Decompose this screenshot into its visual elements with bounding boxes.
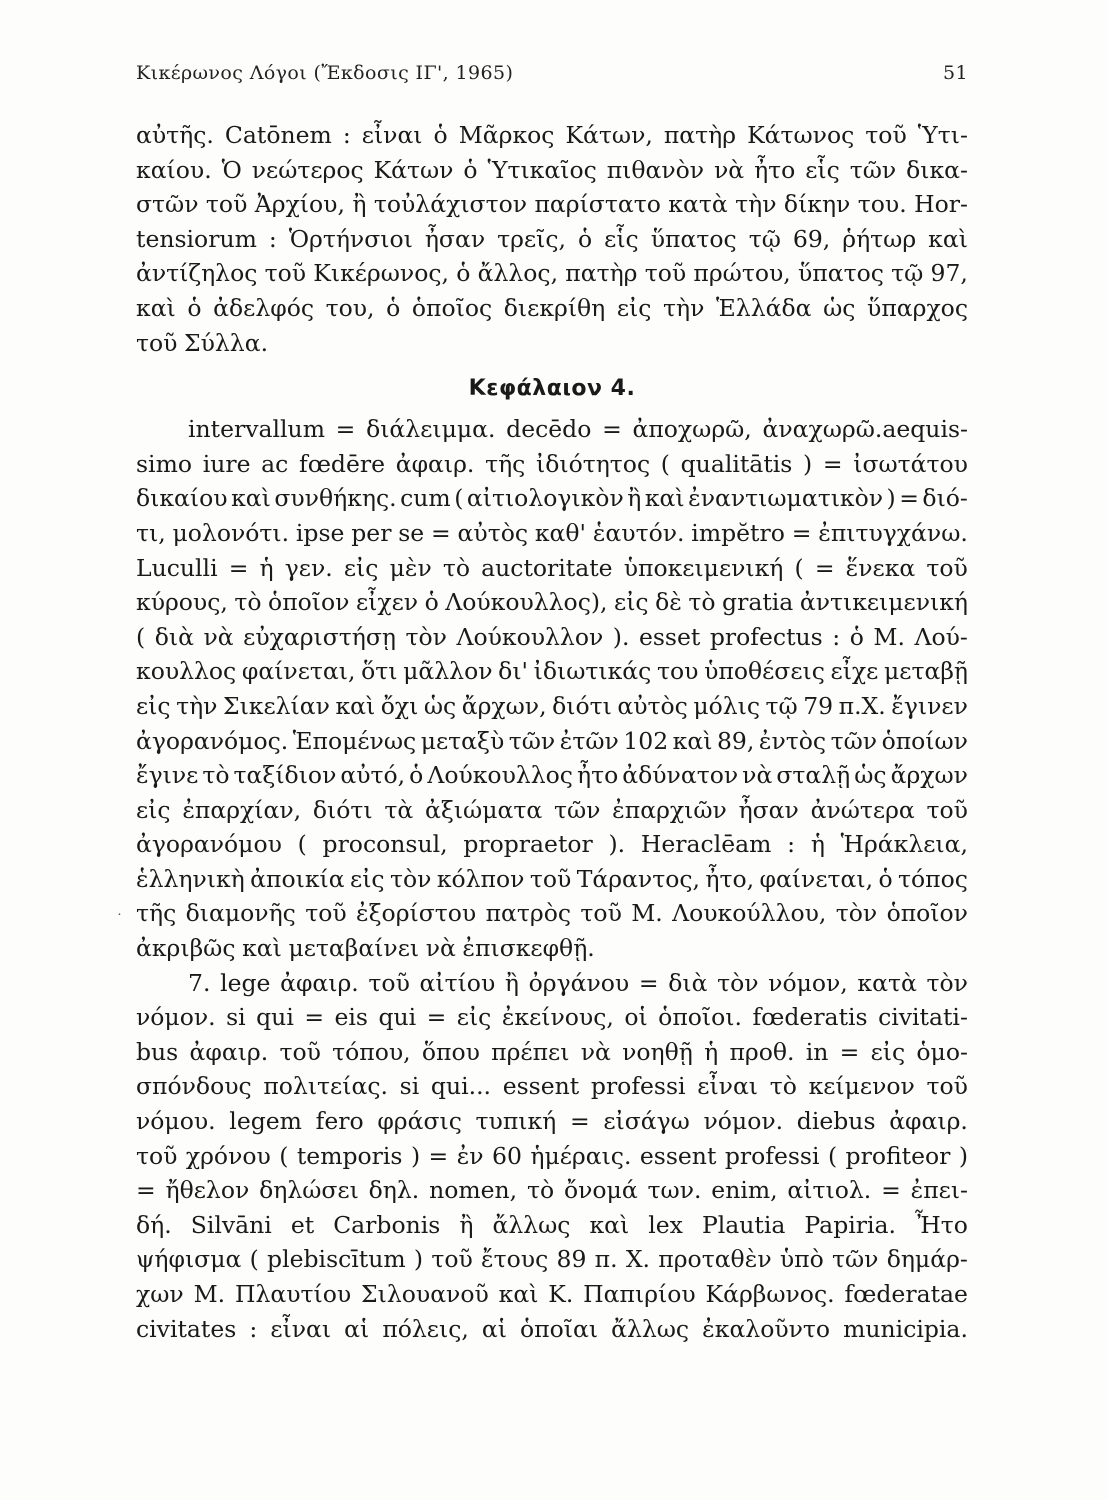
margin-mark: ˙ <box>116 912 123 928</box>
text-line: civitates : εἶναι αἱ πόλεις, αἱ ὁποῖαι ἄλλως ἐκαλοῦντο municipia. <box>136 1314 968 1343</box>
text-line: ἀντίζηλος τοῦ Κικέρωνος, ὁ ἄλλος, πατὴρ τοῦ πρώτου, ὕπατος τῷ 97, <box>136 259 968 288</box>
text-line: tensiorum : Ὁρτήνσιοι ἦσαν τρεῖς, ὁ εἷς ὕπατος τῷ 69, ῥήτωρ καὶ <box>136 224 968 253</box>
body-text <box>136 118 968 1346</box>
text-line: ἔγινε τὸ ταξίδιον αὐτό, ὁ Λούκουλλος ἦτο ἀδύνατον νὰ σταλῇ ὡς ἄρχων <box>136 761 968 790</box>
text-line: δικαίου καὶ συνθήκης. cum ( αἰτιολογικὸν ἢ καὶ ἐναντιωματικὸν ) = διό- <box>136 484 968 513</box>
running-header <box>136 62 968 92</box>
text-line: εἰς τὴν Σικελίαν καὶ ὄχι ὡς ἄρχων, διότι αὐτὸς μόλις τῷ 79 π.Χ. ἔγινεν <box>136 691 968 720</box>
text-line: καίου. Ὁ νεώτερος Κάτων ὁ Ὑτικαῖος πιθανὸν νὰ ἦτο εἷς τῶν δικα- <box>136 155 968 184</box>
text-line: intervallum = διάλειμμα. decēdo = ἀποχωρῶ, ἀναχωρῶ.aequis- <box>188 415 968 444</box>
text-line: ἀκριβῶς καὶ μεταβαίνει νὰ ἐπισκεφθῇ. <box>136 934 595 963</box>
text-line: νόμου. legem fero φράσις τυπική = εἰσάγω νόμον. diebus ἀφαιρ. <box>136 1107 968 1136</box>
text-line: καὶ ὁ ἀδελφός του, ὁ ὁποῖος διεκρίθη εἰς τὴν Ἑλλάδα ὡς ὕπαρχος <box>136 293 968 322</box>
text-line: δή. Silvāni et Carbonis ἢ ἄλλως καὶ lex Plautia Papiria. Ἦτο <box>136 1210 968 1239</box>
text-line: ἀγορανόμου ( proconsul, propraetor ). Heraclēam : ἡ Ἡράκλεια, <box>136 830 968 859</box>
text-line: ἀγορανόμος. Ἑπομένως μεταξὺ τῶν ἐτῶν 102 καὶ 89, ἐντὸς τῶν ὁποίων <box>136 726 968 755</box>
text-line: κουλλος φαίνεται, ὅτι μᾶλλον δι' ἰδιωτικάς του ὑποθέσεις εἶχε μεταβῇ <box>136 657 968 686</box>
text-line: bus ἀφαιρ. τοῦ τόπου, ὅπου πρέπει νὰ νοηθῇ ἡ προθ. in = εἰς ὁμο- <box>136 1037 968 1066</box>
text-line: αὐτῆς. Catōnem : εἶναι ὁ Μᾶρκος Κάτων, πατὴρ Κάτωνος τοῦ Ὑτι- <box>136 121 968 149</box>
text-line: simo iure ac fœdēre ἀφαιρ. τῆς ἰδιότητος ( qualitātis ) = ἰσωτάτου <box>136 449 968 478</box>
text-line: νόμον. si qui = eis qui = εἰς ἐκείνους, οἱ ὁποῖοι. fœderatis civitati- <box>136 1003 968 1032</box>
paragraph-3 <box>136 966 968 1347</box>
text-line: χων Μ. Πλαυτίου Σιλουανοῦ καὶ Κ. Παπιρίου Κάρβωνος. fœderatae <box>136 1280 968 1308</box>
paragraph-2 <box>136 412 968 966</box>
text-line: τοῦ Σύλλα. <box>136 328 269 357</box>
text-line: τῆς διαμονῆς τοῦ ἐξορίστου πατρὸς τοῦ Μ. Λουκούλλου, τὸν ὁποῖον <box>136 899 968 928</box>
header-title: Κικέρωνος Λόγοι (Ἔκδοσις ΙΓ', 1965) <box>136 62 514 84</box>
paragraph-1 <box>136 118 968 360</box>
text-line: ( διὰ νὰ εὐχαριστήσῃ τὸν Λούκουλλον ). esset profectus : ὁ Μ. Λού- <box>136 622 968 651</box>
text-line: Luculli = ἡ γεν. εἰς μὲν τὸ auctoritate ὑποκειμενική ( = ἕνεκα τοῦ <box>136 553 968 582</box>
text-line: τοῦ χρόνου ( temporis ) = ἐν 60 ἡμέραις. essent professi ( profiteor ) <box>136 1141 968 1170</box>
chapter-heading: Κεφάλαιον 4. <box>468 376 636 402</box>
text-line: εἰς ἐπαρχίαν, διότι τὰ ἀξιώματα τῶν ἐπαρχιῶν ἦσαν ἀνώτερα τοῦ <box>136 795 968 824</box>
text-line: ἑλληνικὴ ἀποικία εἰς τὸν κόλπον τοῦ Τάραντος, ἦτο, φαίνεται, ὁ τόπος <box>136 864 968 893</box>
text-line: ψήφισμα ( plebiscītum ) τοῦ ἔτους 89 π. Χ. προταθὲν ὑπὸ τῶν δημάρ- <box>136 1245 968 1274</box>
text-line: σπόνδους πολιτείας. si qui... essent professi εἶναι τὸ κείμενον τοῦ <box>136 1072 968 1101</box>
text-line: = ἤθελον δηλώσει δηλ. nomen, τὸ ὄνομά των. enim, αἰτιολ. = ἐπει- <box>136 1176 968 1205</box>
page-number: 51 <box>943 62 968 84</box>
text-line: 7. lege ἀφαιρ. τοῦ αἰτίου ἢ ὀργάνου = διὰ τὸν νόμον, κατὰ τὸν <box>188 968 968 997</box>
text-line: τι, μολονότι. ipse per se = αὐτὸς καθ' ἑαυτόν. impĕtro = ἐπιτυγχάνω. <box>136 518 968 547</box>
text-line: κύρους, τὸ ὁποῖον εἶχεν ὁ Λούκουλλος), εἰς δὲ τὸ gratia ἀντικειμενική <box>136 588 968 617</box>
text-line: στῶν τοῦ Ἀρχίου, ἢ τοὐλάχιστον παρίστατο κατὰ τὴν δίκην του. Hor- <box>136 190 968 219</box>
